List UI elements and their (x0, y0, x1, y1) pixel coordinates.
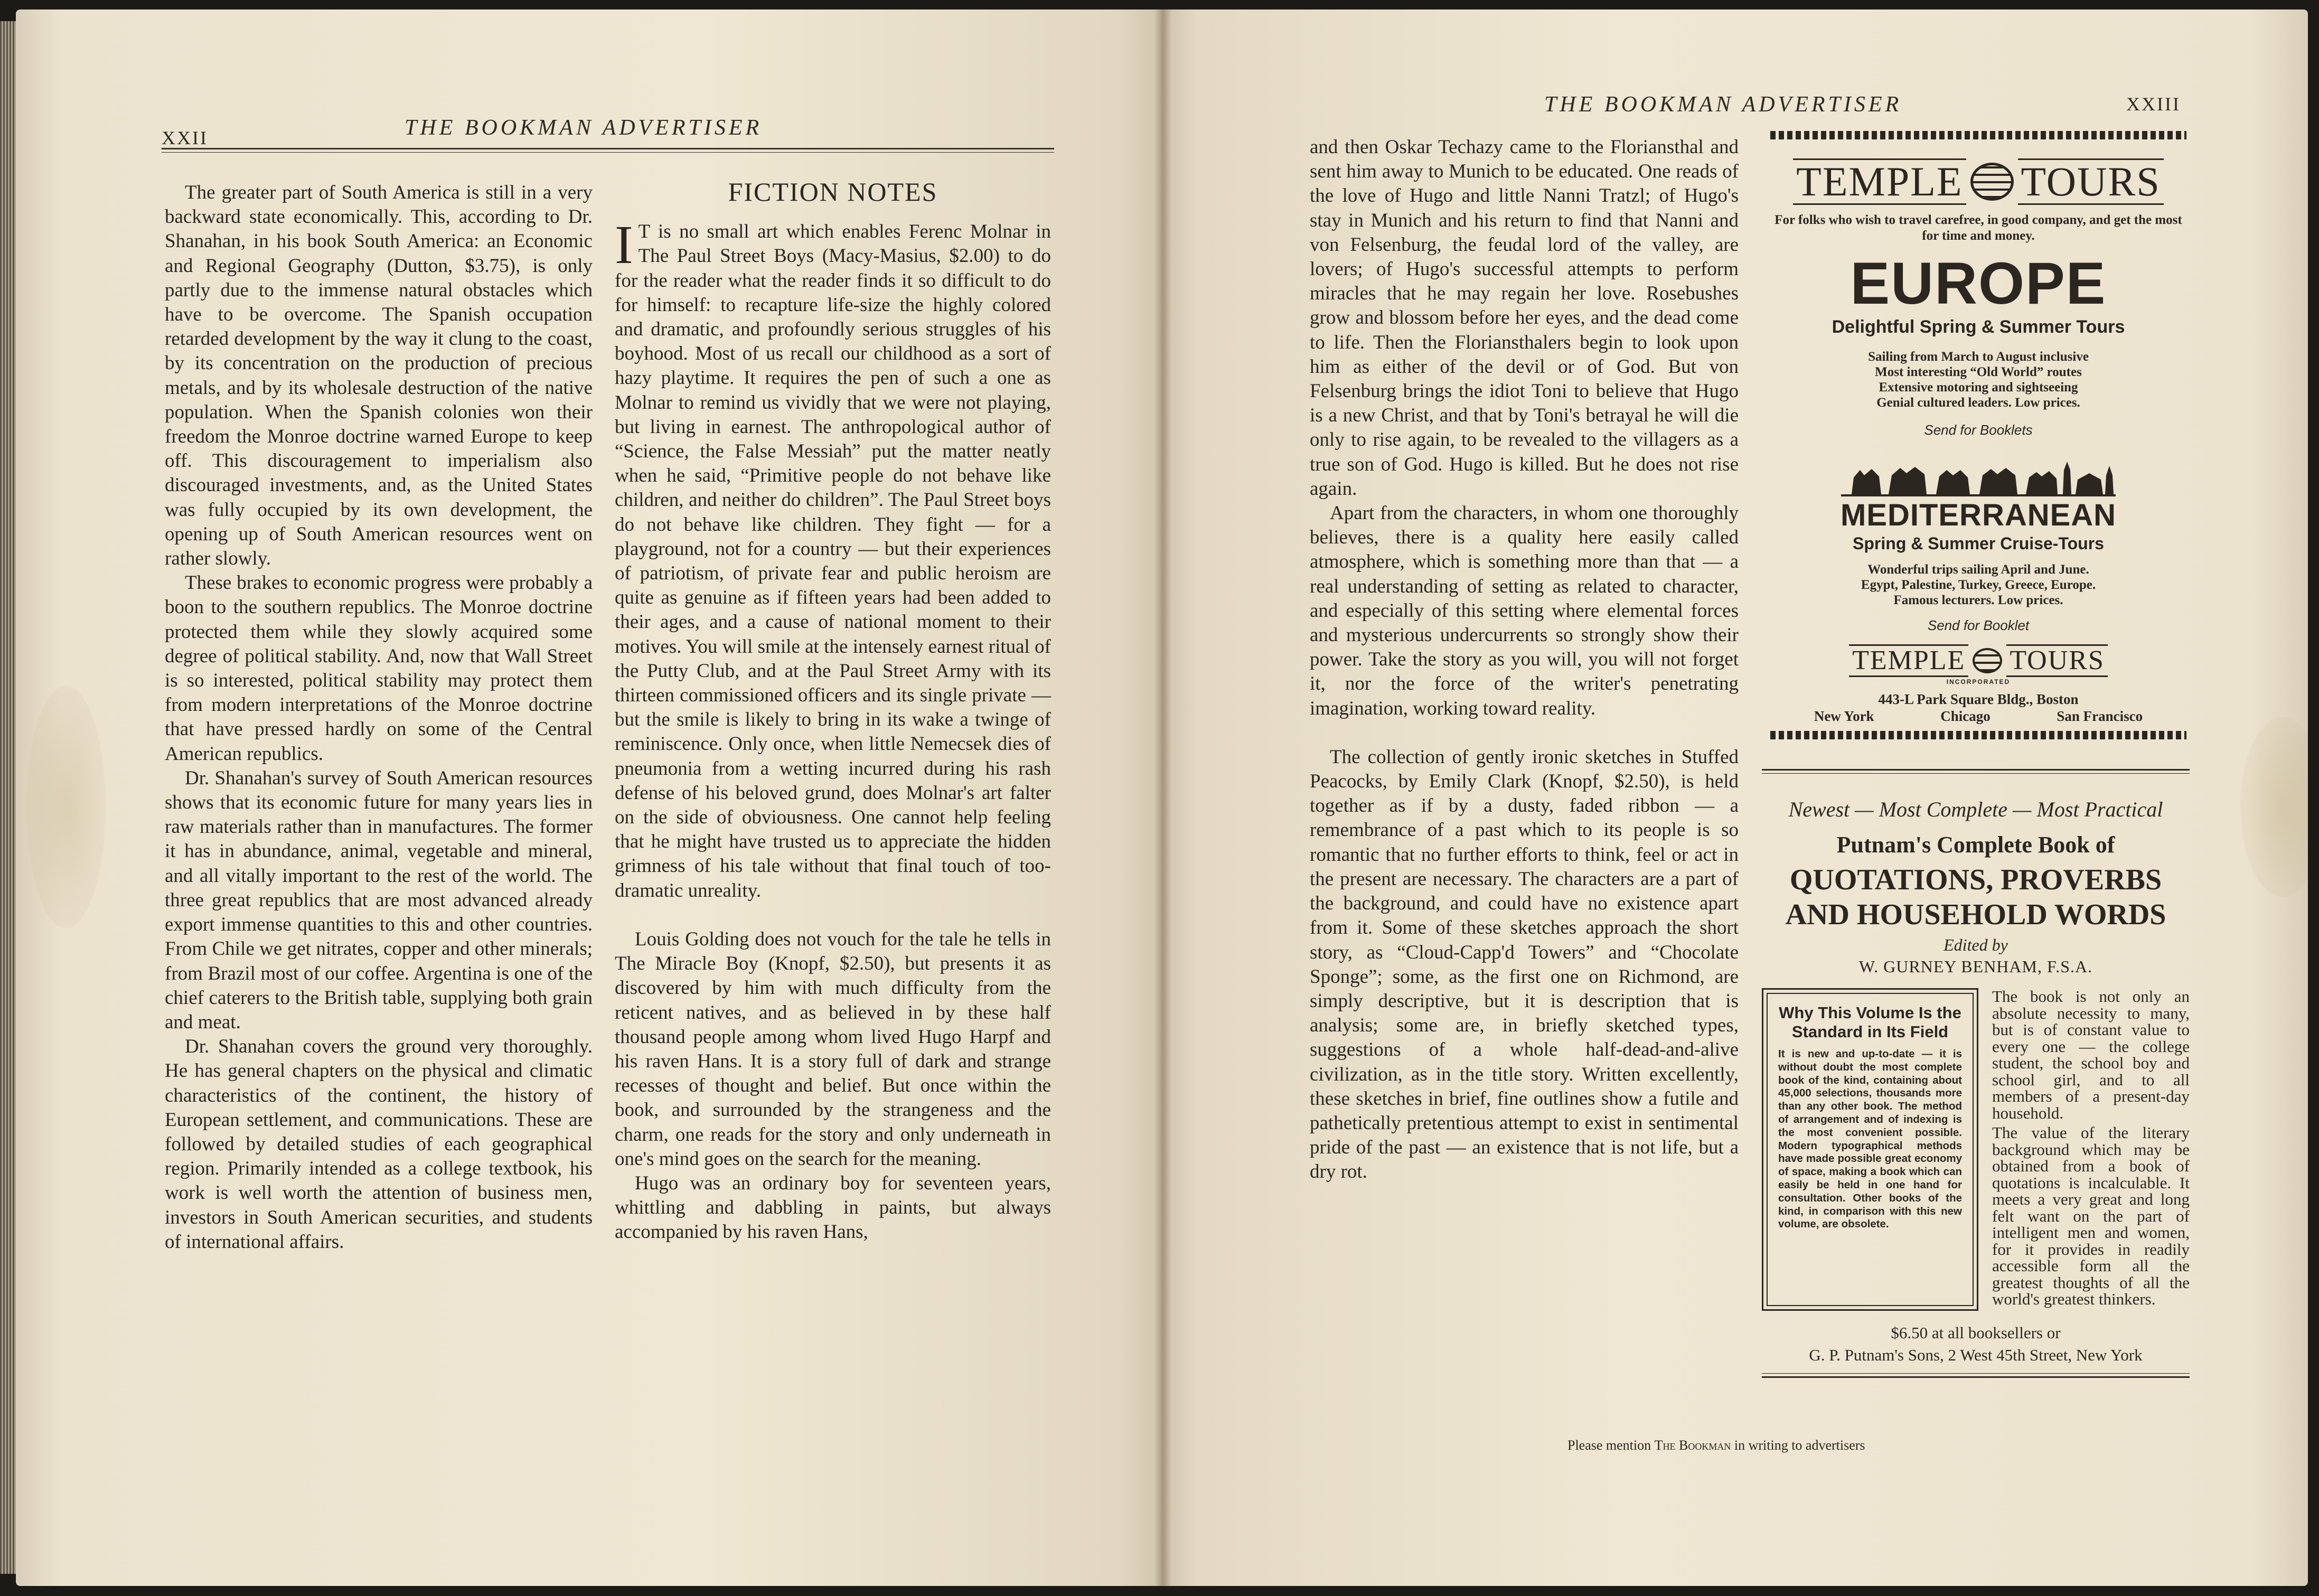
left-column-2 (615, 177, 1051, 1245)
ad-subhead: Delightful Spring & Summer Tours (1832, 316, 2125, 337)
camel-caravan-icon (1841, 454, 2116, 496)
paragraph: These brakes to economic progress were probably a boon to the southern republics. The Monroe doctrine protected them while they slowly acquired some degree of political stability. And, now that Wall Street is so interested, political stability may protect them from modern interpretations of the Monroe doctrine that have pressed hardly on some of the Central American republics. (165, 572, 593, 765)
ad-line: Sailing from March to August inclusive (1868, 349, 2089, 364)
left-page (16, 10, 1163, 1586)
ad-headline-mediterranean: MEDITERRANEAN (1840, 497, 2117, 532)
ad-subhead: Spring & Summer Cruise-Tours (1853, 533, 2104, 553)
title-line: AND HOUSEHOLD WORDS (1785, 898, 2166, 931)
paragraph: The collection of gently ironic sketches in Stuffed Peacocks, by Emily Clark (Knopf, $2.50), is held together as if by a dusty, faded ribbon — a remembrance of a past which to its people is so romantic that no further efforts to think, feel or act in the present are necessary. The characters are a part of the background, and could have no existence apart from it. Some of these sketches approach the short story, as “Cloud-Capp'd Towers” and “Chocolate Sponge”; some, as the first one on Richmond, are simply descriptive, but it is description that is analysis; some are, in briefly sketched types, suggestions of a whole half-dead-and-alive civilization, as in the title story. Written excellently, these sketches in brief, fine outlines show a futile and pathetically pretentious attempt to exist in sentimental pride of the past — an existence that is not life, but a dry rot. (1310, 746, 1739, 1183)
temple-tours-ad (1770, 131, 2186, 763)
ad-address: 443-L Park Square Bldg., Boston (1878, 691, 2079, 707)
ad-rule (1762, 769, 2190, 774)
ad-edited-by: Edited by (1944, 935, 2008, 954)
paragraph (615, 214, 1051, 903)
city: Chicago (1940, 708, 1991, 724)
ad-body (1762, 988, 2190, 1311)
ad-line: Wonderful trips sailing April and June. (1867, 562, 2089, 577)
logo-word: TOURS (2006, 644, 2108, 677)
footer-magazine-name: The Bookman (1654, 1438, 1731, 1453)
page-footer (1567, 1438, 1865, 1453)
left-running-head: THE BOOKMAN ADVERTISER (405, 116, 763, 140)
ad-slogan: Newest — Most Complete — Most Practical (1788, 797, 2163, 821)
paragraph: Dr. Shanahan covers the ground very thoroughly. He has general chapters on the physical and climatic characteristics of the continent, the history of European settlement, and communications. These are followed by detailed studies of each geographical region. Primarily intended as a college textbook, his work is well worth the attention of business men, investors in South American securities, and students of international affairs. (165, 1036, 593, 1253)
ad-border-top (1770, 131, 2186, 139)
temple-tours-logo-small (1770, 644, 2186, 677)
right-column (1310, 135, 1739, 1185)
paragraph: The book is not only an absolute necessity to many, but is of constant value to every one — the college student, the school boy and school girl, and to all members of a present-day household. (1992, 987, 2190, 1122)
ad-rule (1762, 1373, 2190, 1378)
incorporated-label: INCORPORATED (1946, 678, 2011, 686)
logo-word: TEMPLE (1849, 644, 1968, 677)
ad-cities (1770, 708, 2186, 725)
ad-line: Genial cultured leaders. Low prices. (1876, 395, 2080, 410)
ad-line: Famous lecturers. Low prices. (1893, 593, 2063, 607)
paragraph: Dr. Shanahan's survey of South American resources shows that its economic future for many years lies in raw materials rather than in manufactures. The former it has in abundance, animal, vegetable and mineral, and all vitally important to the rest of the world. The three great republics that are most advanced already export immense quantities to this and other countries. From Chile we get nitrates, copper and other minerals; from Brazil most of our coffee. Argentina is one of the chief caterers to the British table, supplying both grain and meat. (165, 767, 593, 1033)
paragraph: The value of the literary background which may be obtained from a book of quotations is incalculable. It meets a very great and long felt want on the part of intelligent men and women, for it provides in readily accessible form all the greatest thoughts of all the world's greatest thinkers. (1992, 1123, 2190, 1308)
paragraph: Hugo was an ordinary boy for seventeen years, whittling and dabbling in paints, but always accompanied by his raven Hans, (615, 1172, 1051, 1243)
box-text: It is new and up-to-date — it is without doubt the most complete book of the kind, containing about 45,000 selections, thousands more than any other book. The method of arrangement and of indexing is the most convenient possible. Modern typographical methods have made possible great economy of space, making a book which can easily be held in one hand for consultation. Other books of the kind, in comparison with this new volume, are obsolete. (1778, 1048, 1962, 1231)
title-line: QUOTATIONS, PROVERBS (1789, 863, 2162, 896)
globe-icon (1970, 163, 2014, 201)
ad-editor: W. GURNEY BENHAM, F.S.A. (1858, 957, 2093, 976)
left-column-1 (165, 181, 593, 1254)
section-heading: FICTION NOTES (728, 177, 938, 206)
footer-text: in writing to advertisers (1734, 1438, 1865, 1453)
ad-line: Egypt, Palestine, Turkey, Greece, Europe. (1861, 577, 2096, 592)
ad-price: $6.50 at all booksellers or (1891, 1323, 2061, 1342)
ad-feature-list (1770, 562, 2186, 608)
right-folio: XXIII (2126, 93, 2181, 115)
ad-send-booklet: Send for Booklet (1927, 617, 2030, 633)
ad-publisher: G. P. Putnam's Sons, 2 West 45th Street, New York (1809, 1345, 2143, 1364)
ad-headline-europe: EUROPE (1850, 250, 2107, 316)
ad-line: Extensive motoring and sightseeing (1879, 380, 2078, 395)
box-heading: Why This Volume Is the Standard in Its Field (1779, 1003, 1961, 1041)
ad-border-bottom (1770, 731, 2186, 739)
putnam-quotations-ad (1762, 769, 2190, 1421)
drop-cap: I (615, 214, 633, 276)
logo-word: TEMPLE (1793, 158, 1966, 205)
water-stain (2240, 717, 2308, 897)
paragraph: The greater part of South America is still in a very backward state economically. This, according to Dr. Shanahan, in his book South America: an Economic and Regional Geography (Dutton, $3.75), is only partly due to the immense natural obstacles which have to be overcome. The Spanish occupation retarded development by the way it clung to the coast, by its concentration on the production of precious metals, and by its wholesale destruction of the native population. When the Spanish colonies won their freedom the Monroe doctrine warned Europe to keep off. This discouragement to imperialism also discouraged investments, and, as the United States was fully occupied by its own development, the opening up of South American resources went on rather slowly. (165, 182, 593, 570)
globe-icon (1973, 648, 2002, 673)
book-gutter (1154, 10, 1171, 1586)
ad-line: Most interesting “Old World” routes (1875, 364, 2082, 379)
logo-word: TOURS (2018, 158, 2164, 205)
city: San Francisco (2057, 708, 2143, 724)
ad-book-name: Putnam's Complete Book of (1836, 832, 2115, 858)
paragraph: Apart from the characters, in whom one thoroughly believes, there is a quality here easily called atmosphere, which is something more than that — a real understanding of setting as related to character, and especially of this setting where elemental forces and mysterious undercurrents so strongly show their power. Take the story as you will, you will not forget it, nor the force of the writer's penetrating imagination, working toward reality. (1310, 502, 1739, 719)
paragraph: Louis Golding does not vouch for the tale he tells in The Miracle Boy (Knopf, $2.50), but presents it as discovered by him with much difficulty from the reticent natives, and as believed in by these half thousand people among whom lived Hugo Harpf and his raven Hans. It is a story full of dark and strange recesses of thought and belief. But once within the book, and surrounded by the strangeness and the charm, one reads for the story and only underneath in one's mind goes on the search for the meaning. (615, 928, 1051, 1170)
ad-send-booklets: Send for Booklets (1924, 421, 2033, 438)
left-folio: XXII (162, 127, 208, 148)
ad-book-title (1762, 862, 2190, 932)
ad-boxed-panel (1762, 988, 1978, 1311)
ad-feature-list (1770, 349, 2186, 410)
ad-tagline: For folks who wish to travel carefree, in good company, and get the most for time and money. (1775, 213, 2182, 243)
water-stain (26, 686, 106, 928)
temple-tours-logo (1770, 158, 2186, 205)
right-running-head: THE BOOKMAN ADVERTISER (1544, 92, 1902, 117)
paragraph-text: T is no small art which enables Ferenc Molnar in The Paul Street Boys (Macy-Masius, $2.00) to do for the reader what the reader finds it so difficult to do for himself: to recapture life-size the highly colored and dramatic, and profoundly serious struggles of his boyhood. Most of us recall our childhood as a sort of hazy playtime. It requires the pen of such a one as Molnar to remind us vividly that we were not playing, but living in earnest. The anthropological author of “Science, the False Messiah” put the matter neatly when he said, “Primitive people do not behave like children, and neither do children”. The Paul Street boys do not behave like children. They fight — for a playground, not for a country — but their experiences of patriotism, of private fear and public heroism are quite as genuine as if fifteen years had been added to their ages, and a cause of national moment to their motives. You will smile at the intensely earnest ritual of the Putty Club, and at the Paul Street Army with its thirteen commissioned officers and its single private — but the smile is likely to bring in its wake a twinge of reminiscence. Only once, when little Nemecsek dies of pneumonia from a wetting incurred during his rash defense of his beloved grund, does Molnar's art falter on the side of obviousness. One cannot help feeling that he might have trusted us to appreciate the hidden grimness of his tale without that final touch of too-dramatic unreality. (615, 221, 1051, 902)
city: New York (1814, 708, 1874, 724)
left-head-rule (162, 148, 1054, 153)
footer-text: Please mention (1567, 1438, 1651, 1453)
paragraph: and then Oskar Techazy came to the Floriansthal and sent him away to Munich to be educated. One reads of the love of Hugo and little Nanni Tratzl; of Hugo's stay in Munich and his return to find that Nanni and von Felsenburg, the feudal lord of the valley, are lovers; of Hugo's successful attempts to perform miracles that he may regain her love. Rosebushes grow and blossom before her eyes, and the dead come to life. Then the Floriansthalers begin to look upon him as either of the devil or of God. But von Felsenburg brings the idiot Toni to believe that Hugo is a new Christ, and that by Toni's betrayal he will die only to rise again, to be revealed to the villagers as a true son of God. Hugo is killed. But he does not rise again. (1310, 136, 1739, 500)
ad-side-text (1978, 988, 2190, 1311)
